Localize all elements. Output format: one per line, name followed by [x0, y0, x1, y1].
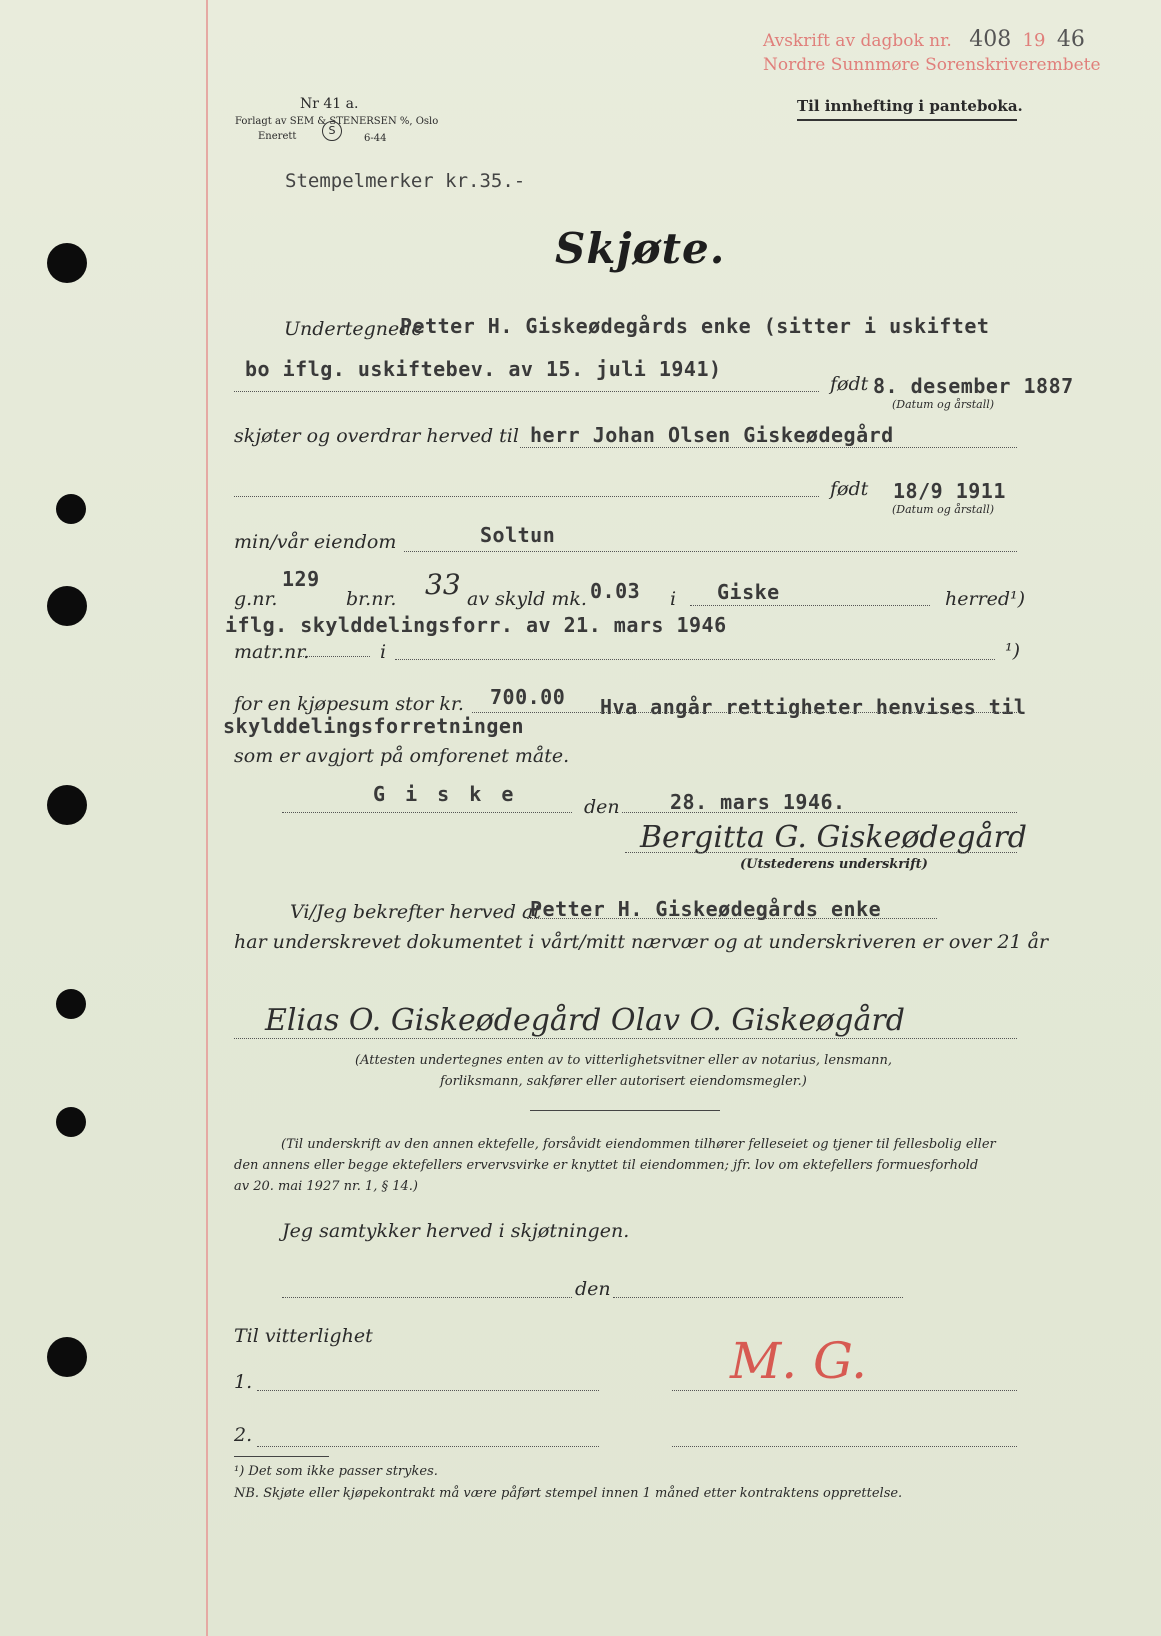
til-vitterlighet: Til vitterlighet	[234, 1325, 373, 1347]
property-name: Soltun	[480, 523, 556, 547]
datum-hint: (Datum og årstall)	[892, 398, 995, 411]
matr-footnote: ¹)	[1005, 640, 1021, 662]
samtykker-text: Jeg samtykker herved i skjøtningen.	[282, 1220, 630, 1242]
binder-hole	[47, 1337, 87, 1377]
i-label: i	[670, 588, 677, 610]
binder-hole	[56, 1107, 86, 1137]
signer-name: Petter H. Giskeødegårds enke	[530, 897, 882, 921]
binder-hole	[56, 494, 86, 524]
stamp-year: 46	[1056, 27, 1085, 52]
brnr-label: br.nr.	[346, 588, 397, 610]
publisher-date: 6-44	[364, 133, 387, 144]
attesten-line1: (Attesten undertegnes enten av to vitterlighetsvitner eller av notarius, lensmann,	[355, 1053, 893, 1068]
publisher-line: Forlagt av SEM & STENERSEN %, Oslo	[235, 116, 439, 127]
witness1-right-dotline	[672, 1390, 1017, 1391]
til-innhefting-underline	[797, 119, 1017, 121]
publisher-logo-icon: S	[322, 121, 342, 141]
grantor-line1: Petter H. Giskeødegårds enke (sitter i uskiftet	[400, 314, 990, 338]
matrnr-label: matr.nr.	[234, 641, 310, 663]
footnote-rule	[234, 1456, 329, 1457]
kjopesum-value: 700.00	[490, 685, 566, 709]
min-var-label: min/vår eiendom	[234, 531, 397, 553]
stamp-label: Avskrift av dagbok nr.	[763, 31, 952, 51]
grantor-signature: Bergitta G. Giskeødegård	[640, 820, 1027, 855]
fodt-label: født	[830, 373, 869, 395]
til-innhefting: Til innhefting i panteboka.	[797, 97, 1023, 115]
date-value: 28. mars 1946.	[670, 790, 846, 814]
document-title: Skjøte.	[555, 224, 726, 273]
gnr-label: g.nr.	[234, 588, 278, 610]
herred-label: herred¹)	[945, 588, 1026, 610]
place: G i s k e	[373, 782, 518, 806]
kjopesum-label: for en kjøpesum stor kr.	[234, 693, 464, 715]
ektefelle-line1: (Til underskrift av den annen ektefelle, forsåvidt eiendommen tilhører felleseiet og tjener til fellesbolig eller	[281, 1137, 996, 1152]
matrnr-dotline	[300, 656, 370, 657]
ektefelle-line2: den annens eller begge ektefellers ervervsvirke er knyttet til eiendommen; jfr. lov om ektefellers formuesforhold	[234, 1158, 979, 1173]
red-initials: M. G.	[730, 1332, 868, 1390]
herred-dotline	[690, 605, 930, 606]
signature-dotline	[625, 852, 1017, 853]
binder-hole	[47, 586, 87, 626]
publisher-enerett: Enerett	[258, 131, 297, 142]
witness-dotline	[234, 1038, 1017, 1039]
footnote2: NB. Skjøte eller kjøpekontrakt må være påført stempel innen 1 måned etter kontraktens opprettelse.	[234, 1486, 903, 1501]
stamp-number: 408	[969, 27, 1012, 52]
skyld-value: 0.03	[590, 579, 641, 603]
witness2-right-dotline	[672, 1446, 1017, 1447]
place-dotline	[282, 812, 572, 813]
date-dotline	[622, 812, 1017, 813]
iflg-line: iflg. skylddelingsforr. av 21. mars 1946	[225, 613, 727, 637]
grantor-born: 8. desember 1887	[873, 374, 1074, 398]
blank-dotline	[234, 496, 819, 497]
rettigheter-text: Hva angår rettigheter henvises til	[600, 695, 1027, 719]
utstederens-label: (Utstederens underskrift)	[740, 857, 928, 872]
footnote1: ¹) Det som ikke passer strykes.	[234, 1464, 438, 1479]
gnr-value: 129	[282, 567, 320, 591]
binder-hole	[56, 989, 86, 1019]
form-number: Nr 41 a.	[300, 96, 359, 112]
stempelmerker: Stempelmerker kr.35.-	[285, 170, 526, 192]
binder-hole	[47, 785, 87, 825]
grantor-line2: bo iflg. uskiftebev. av 15. juli 1941)	[245, 357, 722, 381]
matr-i-label: i	[380, 641, 387, 663]
signer-dotline	[527, 918, 937, 919]
witness2-label: 2.	[234, 1424, 253, 1446]
undertegnede-label: Undertegnede	[284, 318, 423, 340]
attesten-line2: forliksmann, sakfører eller autorisert eiendomsmegler.)	[440, 1074, 807, 1089]
matr-dotline	[395, 659, 995, 660]
grantor-dotline	[234, 391, 819, 392]
witness1-dotline	[257, 1390, 599, 1391]
datum-hint-2: (Datum og årstall)	[892, 503, 995, 516]
separator-line	[530, 1110, 720, 1111]
kjopesum-dotline	[472, 712, 1017, 713]
bekreft-line2: har underskrevet dokumentet i vårt/mitt nærvær og at underskriveren er over 21 år	[234, 931, 1049, 953]
stamp-office: Nordre Sunnmøre Sorenskriverembete	[763, 55, 1101, 75]
registry-stamp	[763, 27, 1085, 52]
witness-signatures: Elias O. Giskeødegård Olav O. Giskeøgård	[265, 1003, 905, 1038]
vi-jeg-label: Vi/Jeg bekrefter herved at	[290, 901, 541, 923]
herred-name: Giske	[717, 580, 780, 604]
skjoter-label: skjøter og overdrar herved til	[234, 425, 519, 447]
den2-place-dotline	[282, 1297, 572, 1298]
skylddeling-text: skylddelingsforretningen	[223, 714, 524, 738]
ektefelle-line3: av 20. mai 1927 nr. 1, § 14.)	[234, 1179, 418, 1194]
brnr-value: 33	[425, 568, 461, 601]
binder-hole	[47, 243, 87, 283]
fodt-label-2: født	[830, 478, 869, 500]
witness2-dotline	[257, 1446, 599, 1447]
grantee-name: herr Johan Olsen Giskeødegård	[530, 423, 894, 447]
den2-date-dotline	[613, 1297, 903, 1298]
margin-line	[206, 0, 208, 1636]
den2-label: den	[575, 1278, 611, 1300]
property-dotline	[404, 551, 1017, 552]
grantee-dotline	[520, 447, 1017, 448]
den-label: den	[584, 796, 620, 818]
stamp-century: 19	[1022, 30, 1046, 51]
avgjort-text: som er avgjort på omforenet måte.	[234, 745, 570, 767]
witness1-label: 1.	[234, 1371, 253, 1393]
skyld-label: av skyld mk.	[467, 588, 587, 610]
grantee-born: 18/9 1911	[893, 479, 1006, 503]
